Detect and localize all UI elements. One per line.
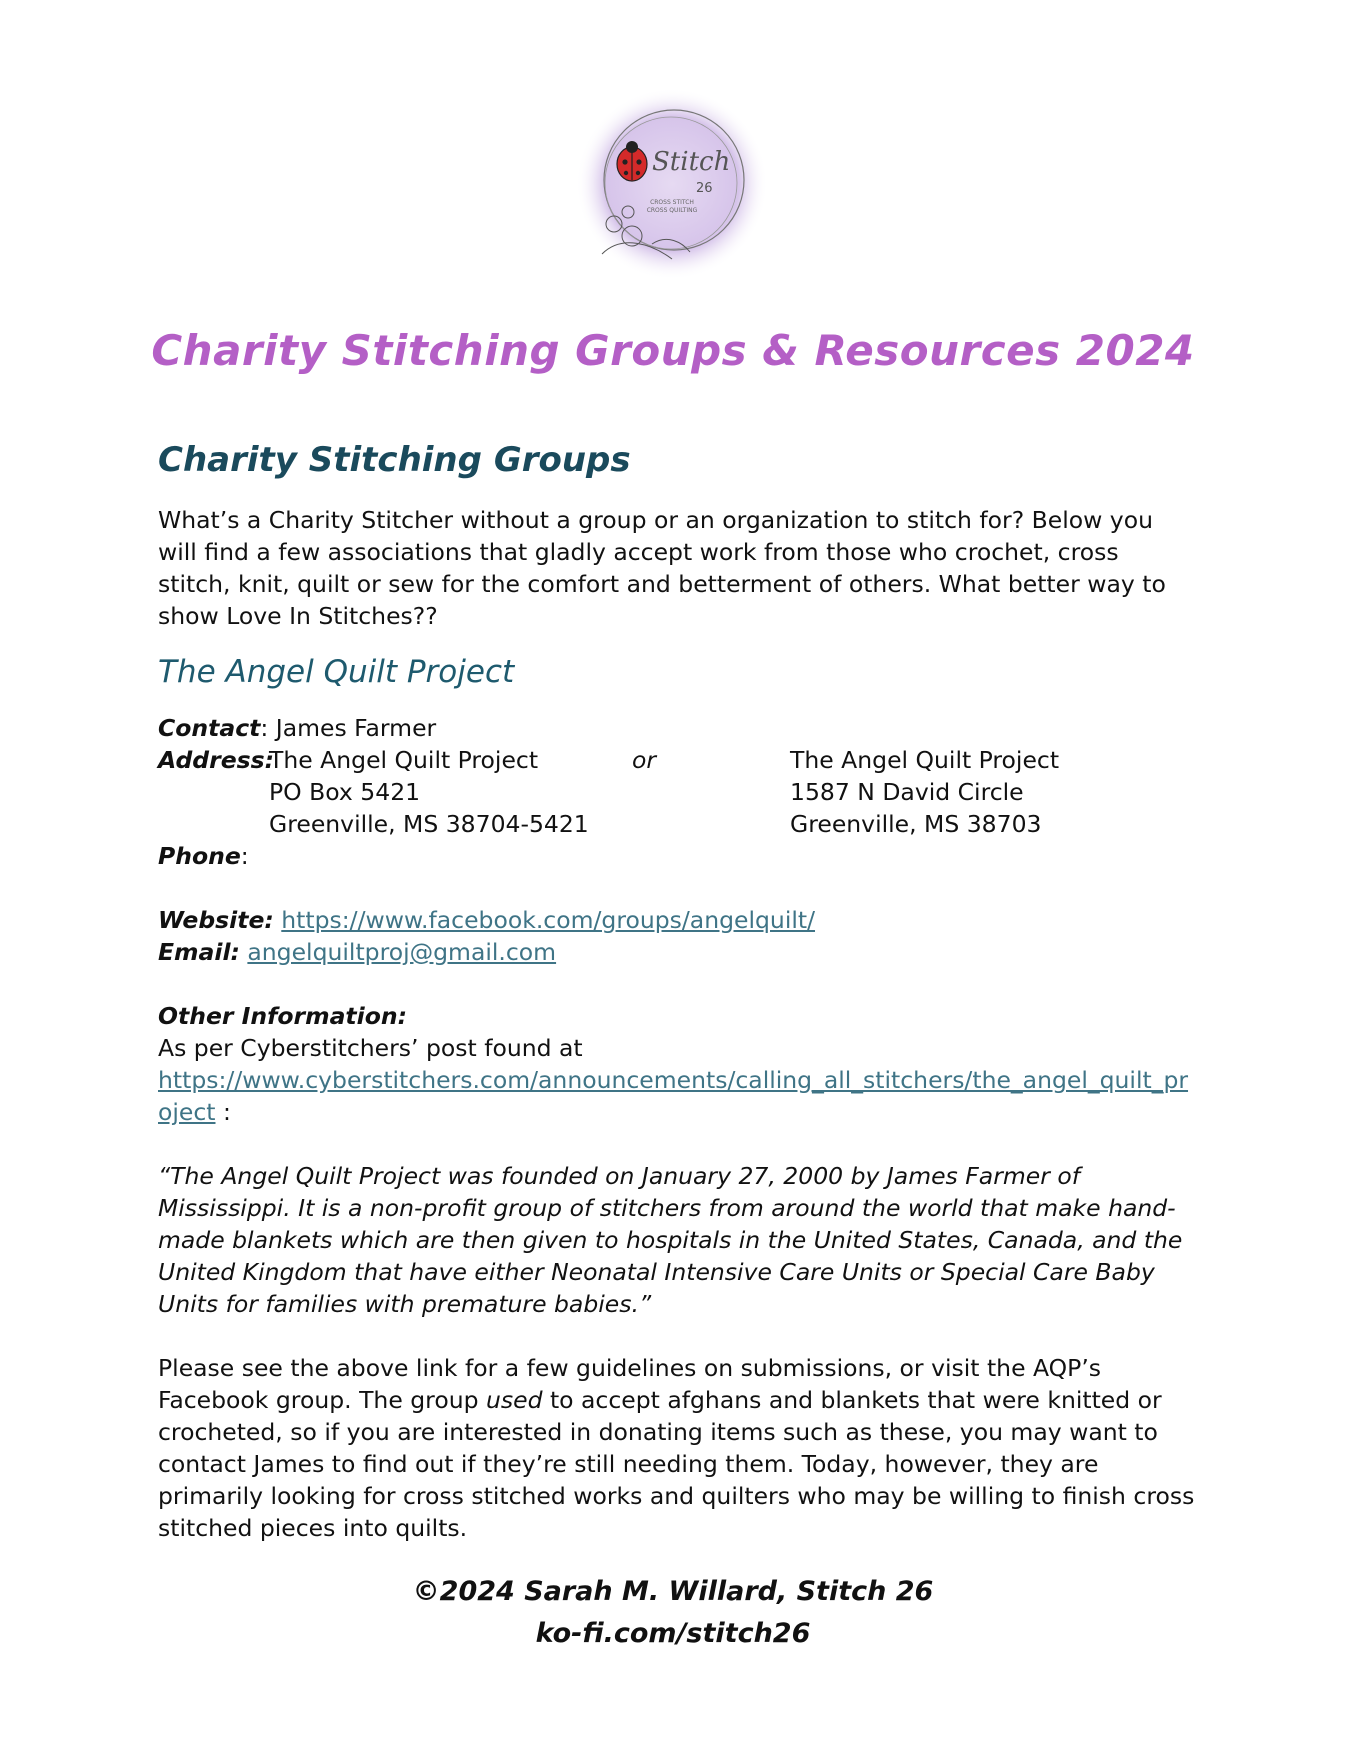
cyberstitchers-link[interactable]: https://www.cyberstitchers.com/announcements/calling_all_stitchers/the_angel_quilt_project: [158, 1066, 1189, 1126]
email-line: [158, 936, 1198, 968]
stitch26-logo: [572, 84, 772, 284]
website-line: [158, 904, 1198, 936]
contact-value: James Farmer: [275, 714, 437, 742]
intro-paragraph: What’s a Charity Stitcher without a group or an organization to stitch for? Below you will find a few associations that gladly accept work from those who crochet, cross stitch, knit, quilt or sew for the comfort and betterment of others. What better way to show Love In Stitches??: [158, 506, 1166, 630]
address-or: or: [632, 746, 657, 774]
address-label: Address:: [158, 746, 275, 774]
website-link[interactable]: https://www.facebook.com/groups/angelquilt/: [281, 906, 816, 934]
contact-colon: :: [260, 714, 276, 742]
project-heading: The Angel Quilt Project: [158, 654, 515, 690]
address2-line2: 1587 N David Circle: [790, 778, 1024, 806]
phone-label: Phone: [158, 842, 241, 870]
logo-tagline-1: CROSS STITCH: [650, 199, 694, 206]
phone-colon: :: [240, 842, 249, 870]
logo-image: [572, 84, 772, 284]
footer-copyright: ©2024 Sarah M. Willard, Stitch 26: [412, 1576, 934, 1607]
logo-brand: Stitch: [652, 147, 731, 177]
address1-line3: Greenville, MS 38704-5421: [269, 810, 589, 838]
contact-label: Contact: [158, 714, 261, 742]
address1-line2: PO Box 5421: [269, 778, 421, 806]
footer-url: ko-fi.com/stitch26: [535, 1618, 811, 1649]
address2-line1: The Angel Quilt Project: [790, 746, 1060, 774]
logo-number: 26: [696, 181, 713, 196]
section-heading: Charity Stitching Groups: [158, 440, 631, 480]
address2-line3: Greenville, MS 38703: [790, 810, 1042, 838]
address-block: [158, 744, 1198, 840]
closing-text-b: to accept afghans and blankets that were knitted or crocheted, so if you are interested in donating items such as these, you may want to contact James to find out if they’re still needing them. Today, however, they are primarily looking for cross stitched works and quilters who may be willing to finish cross stitched pieces into quilts.: [158, 1386, 1195, 1542]
other-info-label: Other Information:: [158, 1002, 407, 1030]
other-info-url-line: [158, 1064, 1198, 1128]
email-link[interactable]: angelquiltproj@gmail.com: [247, 938, 557, 966]
main-content: [158, 436, 1198, 1544]
contact-line: [158, 712, 1198, 744]
other-info-intro: As per Cyberstitchers’ post found at: [158, 1034, 583, 1062]
address1-line1: The Angel Quilt Project: [269, 746, 539, 774]
logo-tagline-2: CROSS QUILTING: [646, 207, 698, 214]
quote-paragraph: “The Angel Quilt Project was founded on January 27, 2000 by James Farmer of Mississippi. It is a non-profit group of stitchers from around the world that make hand-made blankets which are then given to hospitals in the United States, Canada, and the United Kingdom that have either Neonatal Intensive Care Units or Special Care Baby Units for families with premature babies.”: [158, 1162, 1183, 1318]
closing-text-a: Please see the above link for a few guidelines on submissions, or visit the AQP’s Facebook group. The group: [158, 1354, 1102, 1414]
website-label: Website:: [158, 906, 274, 934]
url-suffix: :: [215, 1098, 231, 1126]
phone-line: [158, 840, 1198, 872]
closing-emphasis: used: [485, 1386, 543, 1414]
email-label: Email:: [158, 938, 240, 966]
closing-paragraph: [158, 1352, 1198, 1544]
page-title: Charity Stitching Groups & Resources 2024: [151, 326, 1195, 375]
